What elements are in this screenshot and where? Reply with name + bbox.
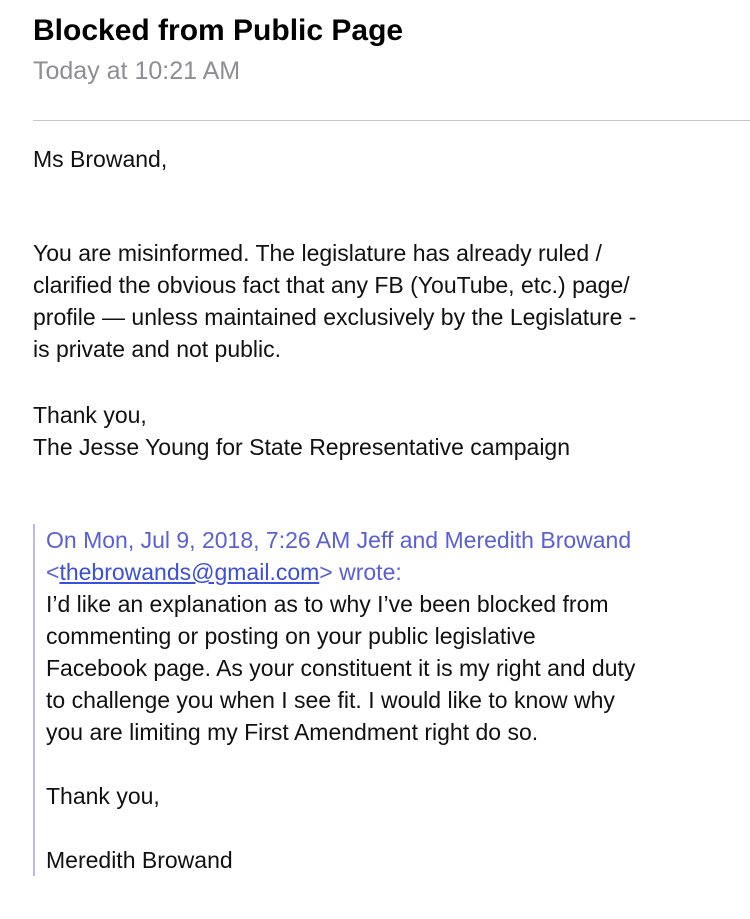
quote-spacer <box>46 812 738 844</box>
reply-line: clarified the obvious fact that any FB (YouTube, etc.) page/ <box>33 272 630 298</box>
quote-attribution-email-line <box>46 556 738 588</box>
quote-line: to challenge you when I see fit. I would like to know why <box>46 687 615 713</box>
reply-signature: The Jesse Young for State Representative campaign <box>33 434 571 460</box>
reply-greeting <box>33 143 738 175</box>
greeting-line: Ms Browand, <box>33 146 168 172</box>
quoted-message <box>33 524 738 876</box>
quote-line: you are limiting my First Amendment right do so. <box>46 719 539 745</box>
quote-line: Facebook page. As your constituent it is my right and duty <box>46 655 636 681</box>
attribution-open-bracket: < <box>46 559 60 585</box>
header-divider <box>33 120 750 121</box>
quote-line: I’d like an explanation as to why I’ve been blocked from <box>46 591 609 617</box>
reply-signoff <box>33 399 738 463</box>
reply-paragraph <box>33 237 738 365</box>
reply-closing: Thank you, <box>33 402 147 428</box>
quote-attribution: On Mon, Jul 9, 2018, 7:26 AM Jeff and Meredith Browand <box>46 527 632 553</box>
reply-line: is private and not public. <box>33 336 282 362</box>
quote-spacer <box>46 748 738 780</box>
reply-line: You are misinformed. The legislature has already ruled / <box>33 240 602 266</box>
email-subject: Blocked from Public Page <box>33 14 404 47</box>
quote-signature: Meredith Browand <box>46 847 233 873</box>
sender-email-link[interactable]: thebrowands@gmail.com <box>59 559 320 585</box>
email-timestamp: Today at 10:21 AM <box>33 57 241 85</box>
reply-line: profile — unless maintained exclusively by the Legislature - <box>33 304 637 330</box>
quote-line: commenting or posting on your public legislative <box>46 623 536 649</box>
attribution-wrote: > wrote: <box>319 559 402 585</box>
quote-closing: Thank you, <box>46 783 160 809</box>
